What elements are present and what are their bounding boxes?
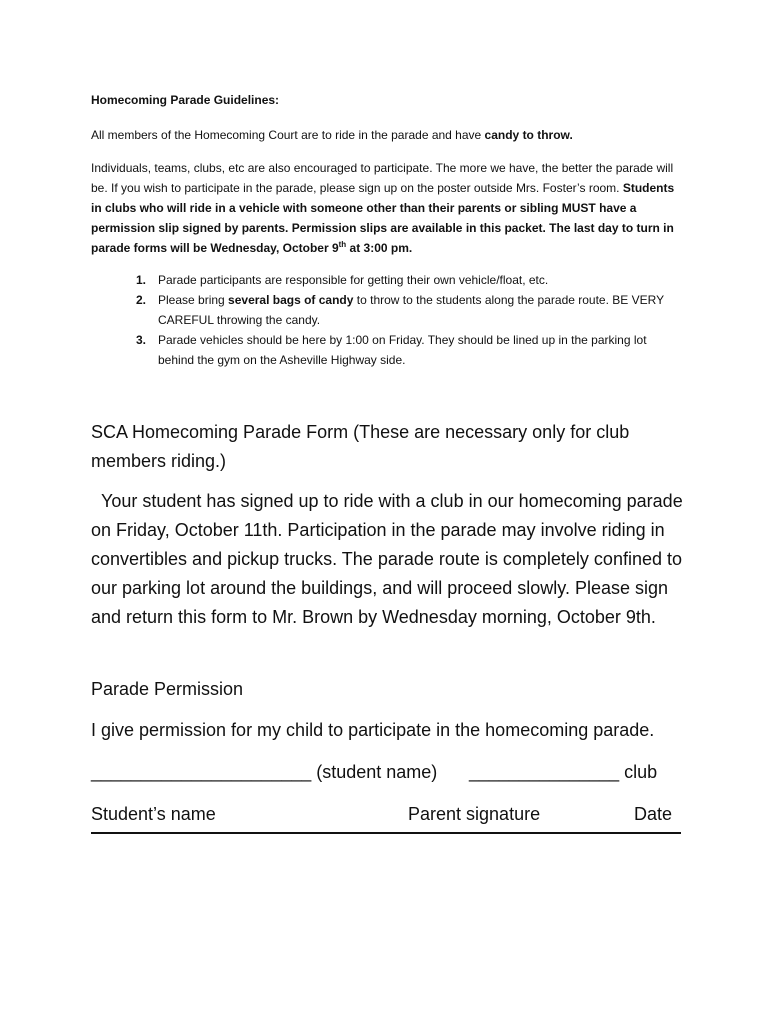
guidelines-list (91, 270, 681, 370)
guidelines-paragraph-1: All members of the Homecoming Court are to ride in the parade and have candy to throw. (91, 128, 573, 142)
list-item (91, 330, 681, 370)
list-number: 2. (136, 293, 147, 307)
guidelines-paragraph-2: Individuals, teams, clubs, etc are also encouraged to participate. The more we have, the better the parade will be. If you wish to participate in the parade, please sign up on the poster outside Mrs. Foster’s room. Students in clubs who will ride in a vehicle with someone other than their parents or sibling MUST have a permission slip signed by parents. Permission slips are available in this packet. The last day to turn in parade forms will be Wednesday, October 9th at 3:00 pm. (91, 161, 675, 255)
list-text: Parade participants are responsible for getting their own vehicle/float, etc. (158, 273, 549, 287)
permission-text: I give permission for my child to participate in the homecoming parade. (91, 720, 655, 740)
list-number: 1. (136, 273, 147, 287)
list-item (91, 270, 681, 290)
form-body: Your student has signed up to ride with a club in our homecoming parade on Friday, October 11th. Participation in the parade may involve riding in convertibles and pickup trucks. The parade route is completely confined to our parking lot around the buildings, and will proceed slowly. Please sign and return this form to Mr. Brown by Wednesday morning, October 9th. (91, 491, 683, 627)
club-blank[interactable]: _______________ club (469, 762, 658, 782)
parent-signature-label: Parent signature (408, 804, 541, 824)
student-name-blank[interactable]: ______________________ (student name) (91, 762, 438, 782)
list-number: 3. (136, 333, 147, 347)
form-title: SCA Homecoming Parade Form (These are necessary only for club members riding.) (91, 422, 630, 471)
signature-labels (91, 800, 681, 834)
permission-title: Parade Permission (91, 679, 244, 699)
list-item: 2. Please bring several bags of candy to throw to the students along the parade route. BE VERY CAREFUL throwing the candy. (91, 290, 681, 330)
signature-blanks (91, 758, 691, 787)
guidelines-title: Homecoming Parade Guidelines: (91, 93, 280, 107)
list-text: Parade vehicles should be here by 1:00 on Friday. They should be lined up in the parking lot behind the gym on the Asheville Highway side. (158, 333, 647, 367)
student-name-label: Student’s name (91, 804, 216, 824)
date-label: Date (634, 804, 673, 824)
